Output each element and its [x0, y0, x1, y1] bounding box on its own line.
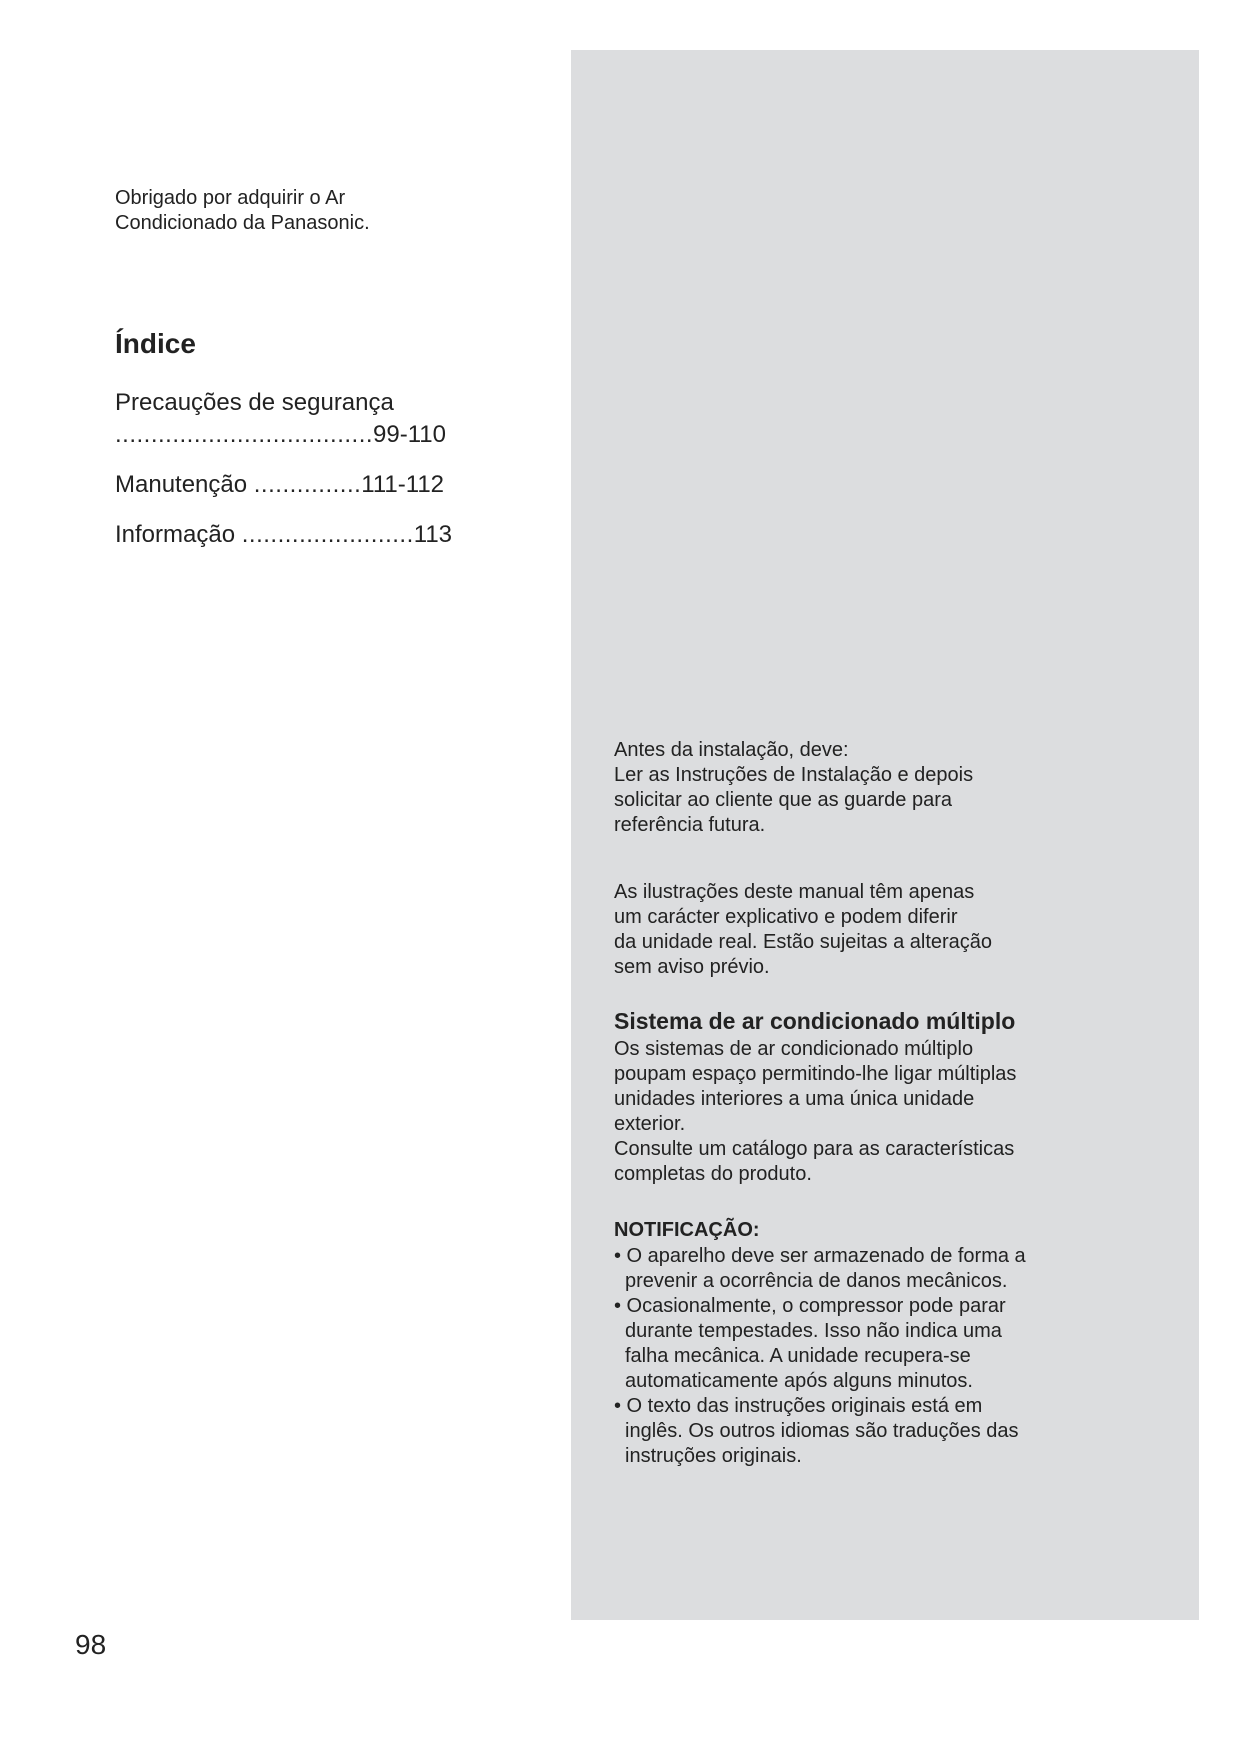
- toc-entry-pages: 99-110: [373, 421, 446, 448]
- notification-bullet: • O aparelho deve ser armazenado de forma a prevenir a ocorrência de danos mecânicos.: [614, 1245, 1026, 1292]
- table-of-contents: [115, 387, 535, 569]
- toc-entry-pages: 113: [413, 521, 453, 548]
- toc-entry-pages: 111-112: [361, 471, 445, 498]
- toc-entry-label: Precauções de segurança: [115, 389, 394, 416]
- toc-entry-maintenance: [115, 469, 535, 501]
- toc-entry-information: [115, 519, 535, 551]
- left-column: [37, 50, 557, 1620]
- notification-title: NOTIFICAÇÃO:: [614, 1219, 760, 1241]
- toc-leader-dots: ........................: [241, 521, 414, 548]
- thank-you-message: [115, 186, 515, 236]
- notification-bullet: • Ocasionalmente, o compressor pode parar durante tempestades. Isso não indica uma falha mecânica. A unidade recupera-se automaticamente após alguns minutos.: [614, 1295, 1006, 1392]
- illustrations-note: As ilustrações deste manual têm apenas um carácter explicativo e podem diferir da unidade real. Estão sujeitas a alteração sem aviso prévio.: [614, 881, 993, 978]
- index-title: Índice: [115, 328, 196, 359]
- notification-bullet: • O texto das instruções originais está em inglês. Os outros idiomas são traduções das instruções originais.: [614, 1395, 1019, 1467]
- toc-leader-dots: ....................................: [115, 421, 374, 448]
- information-panel-content: [614, 738, 1134, 1469]
- page-number: 98: [75, 1629, 107, 1660]
- toc-leader-dots: ...............: [253, 471, 362, 498]
- before-installation-note: Antes da instalação, deve: Ler as Instruções de Instalação e depois solicitar ao cliente que as guarde para referência futura.: [614, 739, 974, 836]
- toc-entry-safety-precautions: [115, 387, 535, 451]
- thank-you-line-2: Condicionado da Panasonic.: [115, 212, 370, 234]
- multi-system-text: Os sistemas de ar condicionado múltiplo poupam espaço permitindo-lhe ligar múltiplas unidades interiores a uma única unidade exterior. Consulte um catálogo para as características completas do produto.: [614, 1038, 1017, 1185]
- multi-system-title: Sistema de ar condicionado múltiplo: [614, 1008, 1016, 1034]
- thank-you-line-1: Obrigado por adquirir o Ar: [115, 187, 346, 209]
- toc-entry-label: Manutenção: [115, 471, 248, 498]
- toc-entry-label: Informação: [115, 521, 236, 548]
